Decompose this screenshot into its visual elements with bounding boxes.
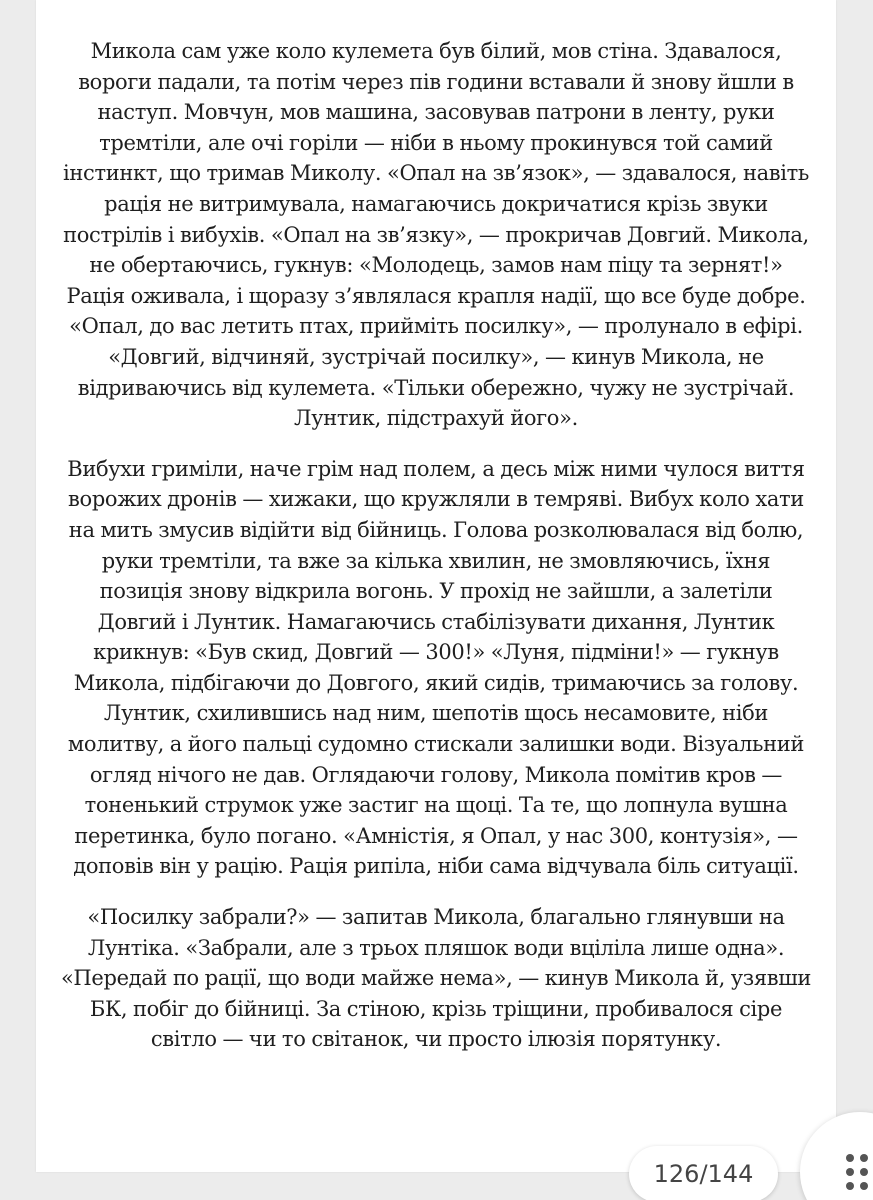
document-page [36, 0, 836, 1172]
drag-grip-icon [846, 1154, 870, 1190]
paragraph: Вибухи гриміли, наче грім над полем, а десь між ними чулося виття ворожих дронів — хижаки, що кружляли в темряві. Вибух коло хати на мить змусив відійти від бійниць. Голова розколювалася від болю, руки тремтіли, та вже за кілька хвилин, не змовляючись, їхня позиція знову відкрила вогонь. У прохід не зайшли, а залетіли Довгий і Лунтик. Намагаючись стабілізувати дихання, Лунтик крикнув: «Був скид, Довгий — 300!» «Луня, підміни!» — гукнув Микола, підбігаючи до Довгого, який сидів, тримаючись за голову. Лунтик, схилившись над ним, шепотів щось несамовите, ніби молитву, а його пальці судомно стискали залишки води. Візуальний огляд нічого не дав. Оглядаючи голову, Микола помітив кров — тоненький струмок уже застиг на щоці. Та те, що лопнула вушна перетинка, було погано. «Амністія, я Опал, у нас 300, контузія», — доповів він у рацію. Рація рипіла, ніби сама відчувала біль ситуації. [67, 456, 805, 879]
paragraph: «Посилку забрали?» — запитав Микола, благально глянувши на Лунтіка. «Забрали, але з трьох пляшок води вціліла лише одна». «Передай по рації, що води майже нема», — кинув Микола й, узявши БК, побіг до бійниці. За стіною, крізь тріщини, пробивалося сіре світло — чи то світанок, чи просто ілюзія порятунку. [60, 905, 812, 1052]
page-number-indicator[interactable] [629, 1146, 778, 1200]
page-number-text: 126/144 [653, 1160, 754, 1188]
paragraph: Микола сам уже коло кулемета був білий, мов стіна. Здавалося, вороги падали, та потім через пів години вставали й знову йшли в наступ. Мовчун, мов машина, засовував патрони в ленту, руки тремтіли, але очі горіли — ніби в ньому прокинувся той самий інстинкт, що тримав Миколу. «Опал на зв’язок», — здавалося, навіть рація не витримувала, намагаючись докричатися крізь звуки пострілів і вибухів. «Опал на зв’язку», — прокричав Довгий. Микола, не обертаючись, гукнув: «Молодець, замов нам піцу та зернят!» Рація оживала, і щоразу з’являлася крапля надії, що все буде добре. «Опал, до вас летить птах, прийміть посилку», — пролунало в ефірі. «Довгий, відчиняй, зустрічай посилку», — кинув Микола, не відриваючись від кулемета. «Тільки обережно, чужу не зустрічай. Лунтик, підстрахуй його». [63, 39, 809, 431]
page-content [60, 36, 812, 1075]
